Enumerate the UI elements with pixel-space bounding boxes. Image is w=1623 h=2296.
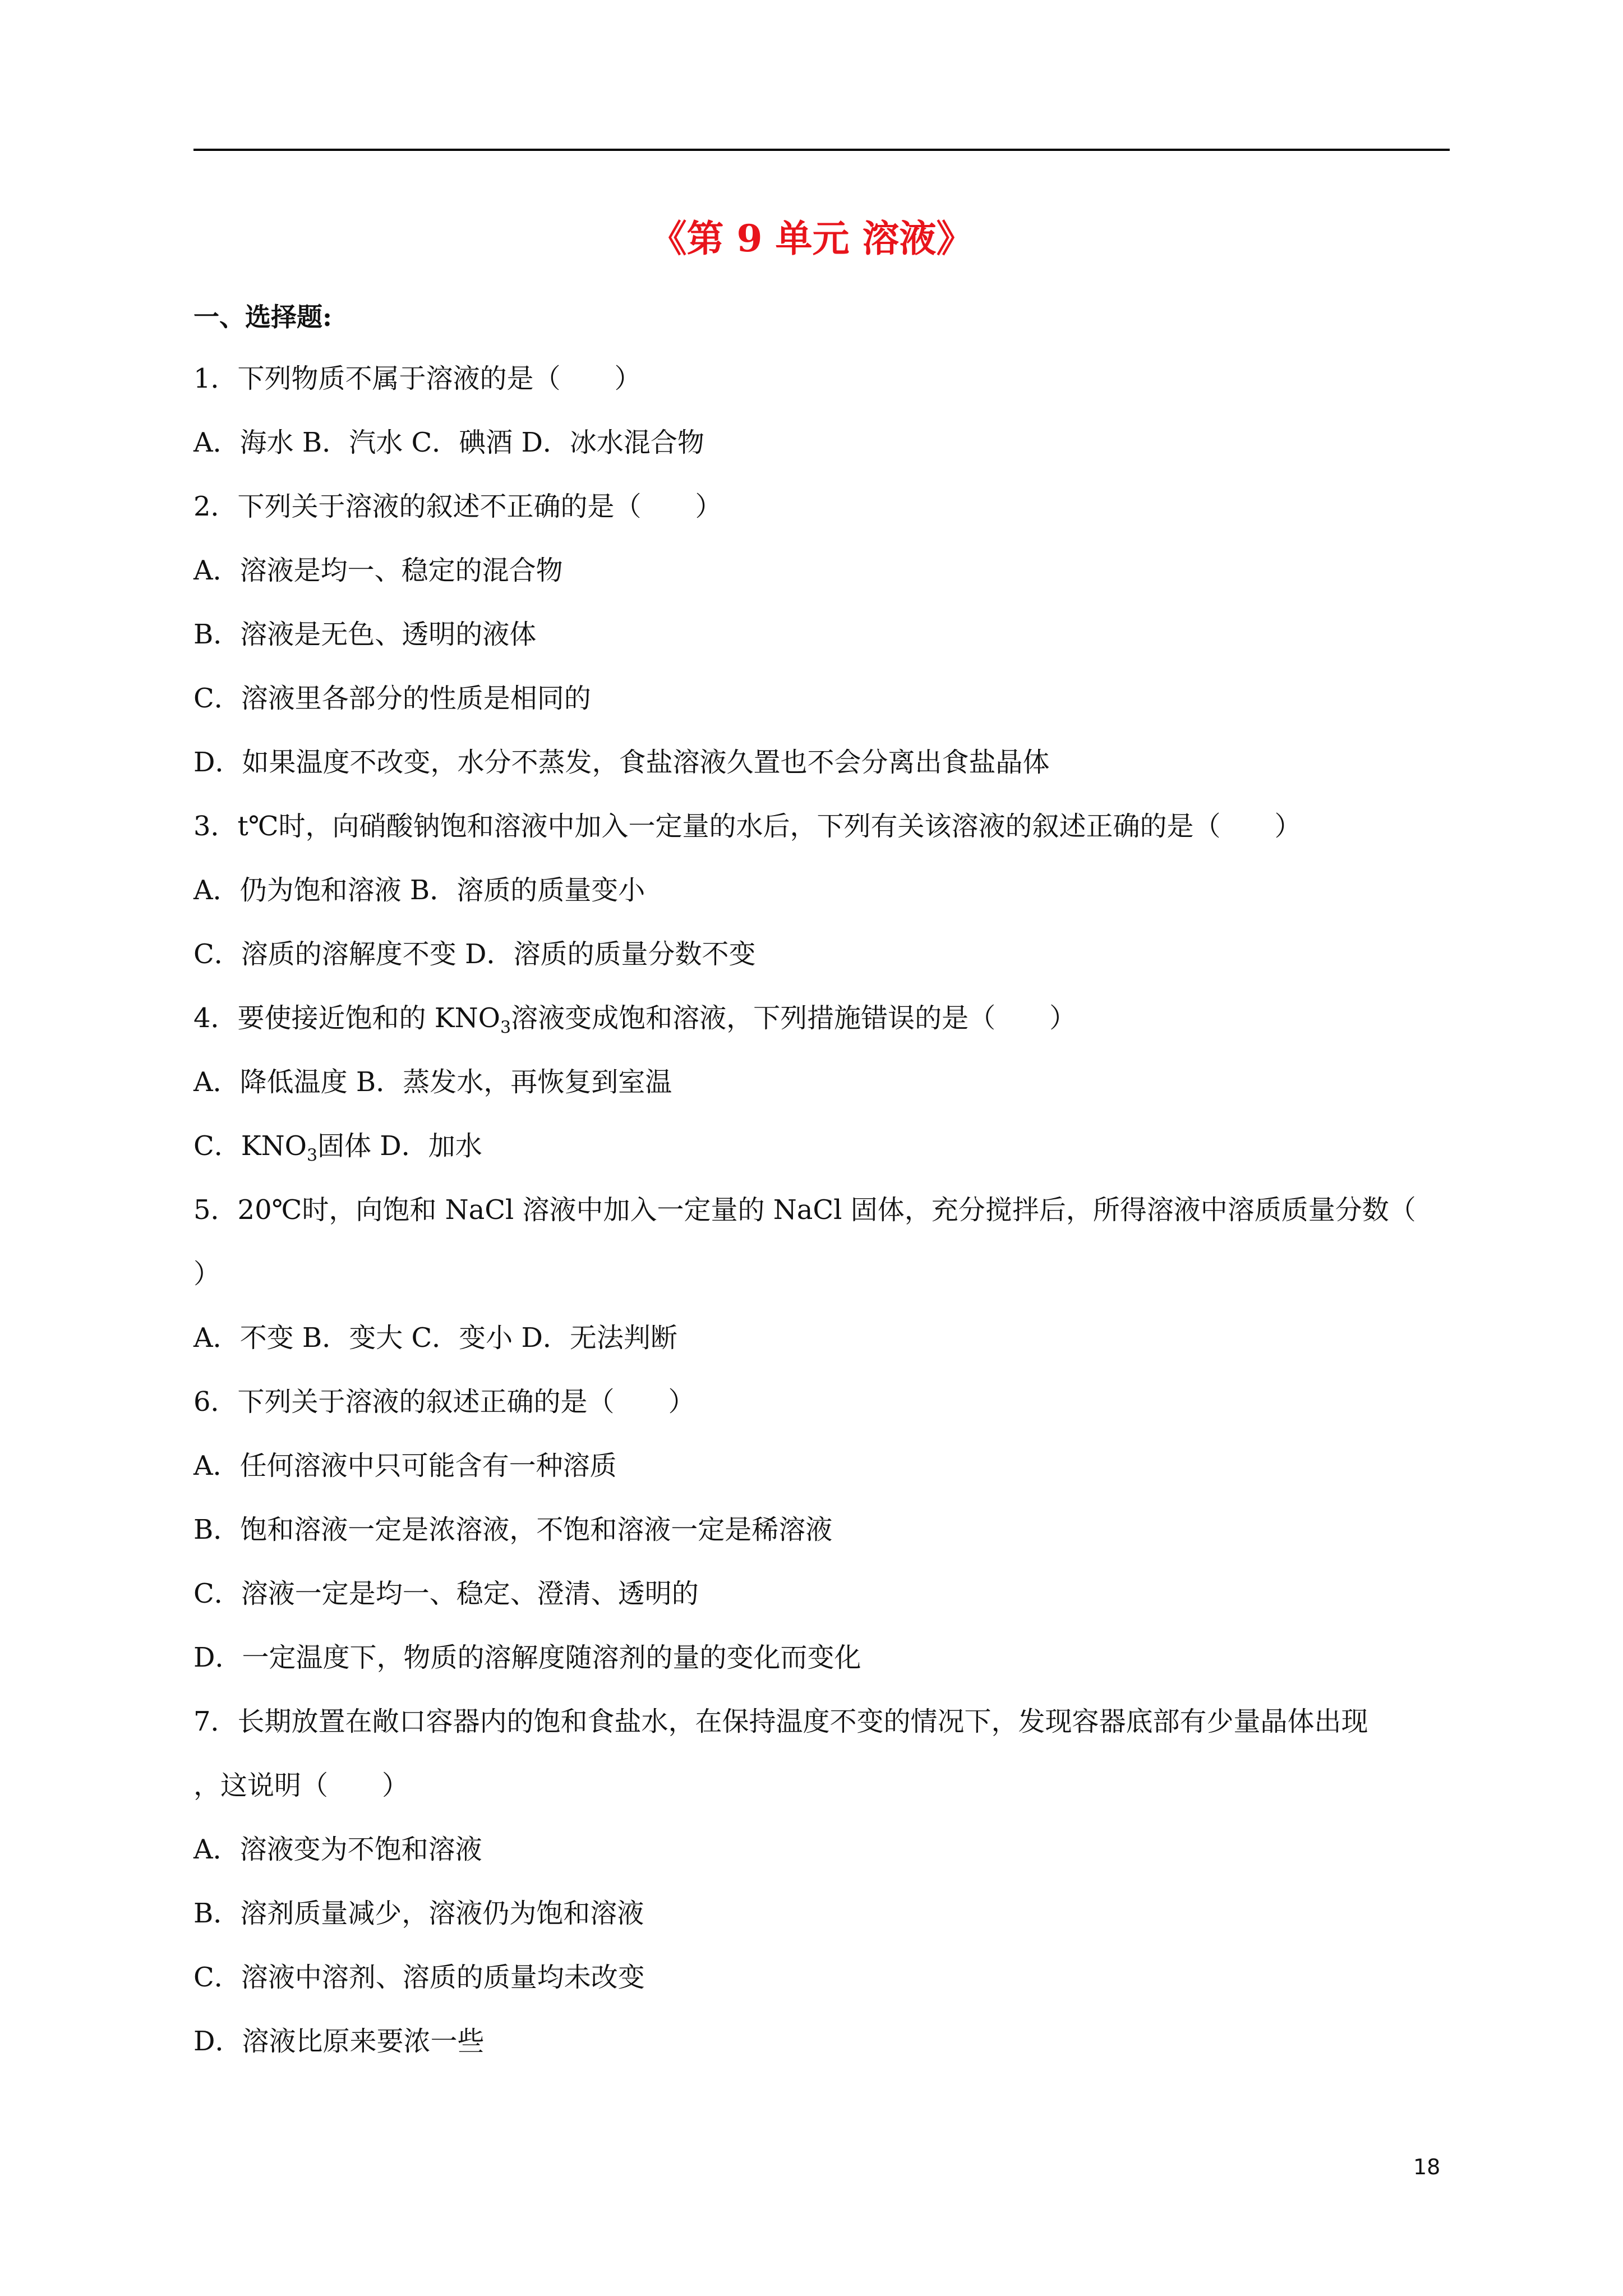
question-2-stem: 2．下列关于溶液的叙述不正确的是（ ） [193,491,722,522]
question-5-stem-line2: ） [193,1258,221,1290]
question-3-options-ab: A．仍为饱和溶液 B．溶质的质量变小 [193,875,645,906]
question-4-stem-suffix: 溶液变成饱和溶液，下列措施错误的是（ ） [511,1002,1077,1034]
question-7-option-c: C．溶液中溶剂、溶质的质量均未改变 [193,1962,645,1993]
question-4-cd-subscript: 3 [306,1145,318,1166]
page-number: 18 [1413,2155,1441,2179]
question-7-option-a: A．溶液变为不饱和溶液 [193,1834,482,1865]
question-2-option-c: C．溶液里各部分的性质是相同的 [193,683,591,714]
question-4-options-ab: A．降低温度 B．蒸发水，再恢复到室温 [193,1066,672,1098]
question-7-option-d: D．溶液比原来要浓一些 [193,2026,485,2057]
question-4-options-cd [193,1126,482,1176]
question-3-stem: 3．t℃时，向硝酸钠饱和溶液中加入一定量的水后，下列有关该溶液的叙述正确的是（ ） [193,811,1302,842]
question-2-option-b: B．溶液是无色、透明的液体 [193,619,537,650]
question-4-cd-suffix: 固体 D．加水 [317,1130,482,1162]
question-6-option-a: A．任何溶液中只可能含有一种溶质 [193,1450,617,1481]
question-6-option-b: B．饱和溶液一定是浓溶液，不饱和溶液一定是稀溶液 [193,1514,833,1545]
question-6-option-d: D．一定温度下，物质的溶解度随溶剂的量的变化而变化 [193,1642,861,1673]
question-6-option-c: C．溶液一定是均一、稳定、澄清、透明的 [193,1578,699,1609]
question-4-stem-subscript: 3 [500,1018,511,1038]
question-7-stem-line1: 7．长期放置在敞口容器内的饱和食盐水，在保持温度不变的情况下，发现容器底部有少量晶体出现 [193,1706,1368,1737]
question-5-options: A．不变 B．变大 C．变小 D．无法判断 [193,1322,677,1354]
question-1-options: A．海水 B．汽水 C．碘酒 D．冰水混合物 [193,427,704,458]
question-7-option-b: B．溶剂质量减少，溶液仍为饱和溶液 [193,1898,644,1929]
question-4-stem-prefix: 4．要使接近饱和的 KNO [193,1002,501,1034]
question-4-cd-prefix: C．KNO [193,1130,307,1162]
question-4-stem [193,999,1076,1048]
section-heading: 一、选择题: [193,302,332,332]
question-1-stem: 1．下列物质不属于溶液的是（ ） [193,363,642,394]
question-2-option-d: D．如果温度不改变，水分不蒸发，食盐溶液久置也不会分离出食盐晶体 [193,747,1050,778]
question-7-stem-line2: ，这说明（ ） [193,1770,409,1801]
question-6-stem: 6．下列关于溶液的叙述正确的是（ ） [193,1386,695,1418]
question-2-option-a: A．溶液是均一、稳定的混合物 [193,555,563,586]
header-rule [193,149,1450,151]
question-3-options-cd: C．溶质的溶解度不变 D．溶质的质量分数不变 [193,938,756,970]
question-5-stem-line1: 5．20℃时，向饱和 NaCl 溶液中加入一定量的 NaCl 固体，充分搅拌后，所得溶液中溶质质量分数（ [193,1194,1416,1226]
document-title: 《第 9 单元 溶液》 [649,217,974,260]
